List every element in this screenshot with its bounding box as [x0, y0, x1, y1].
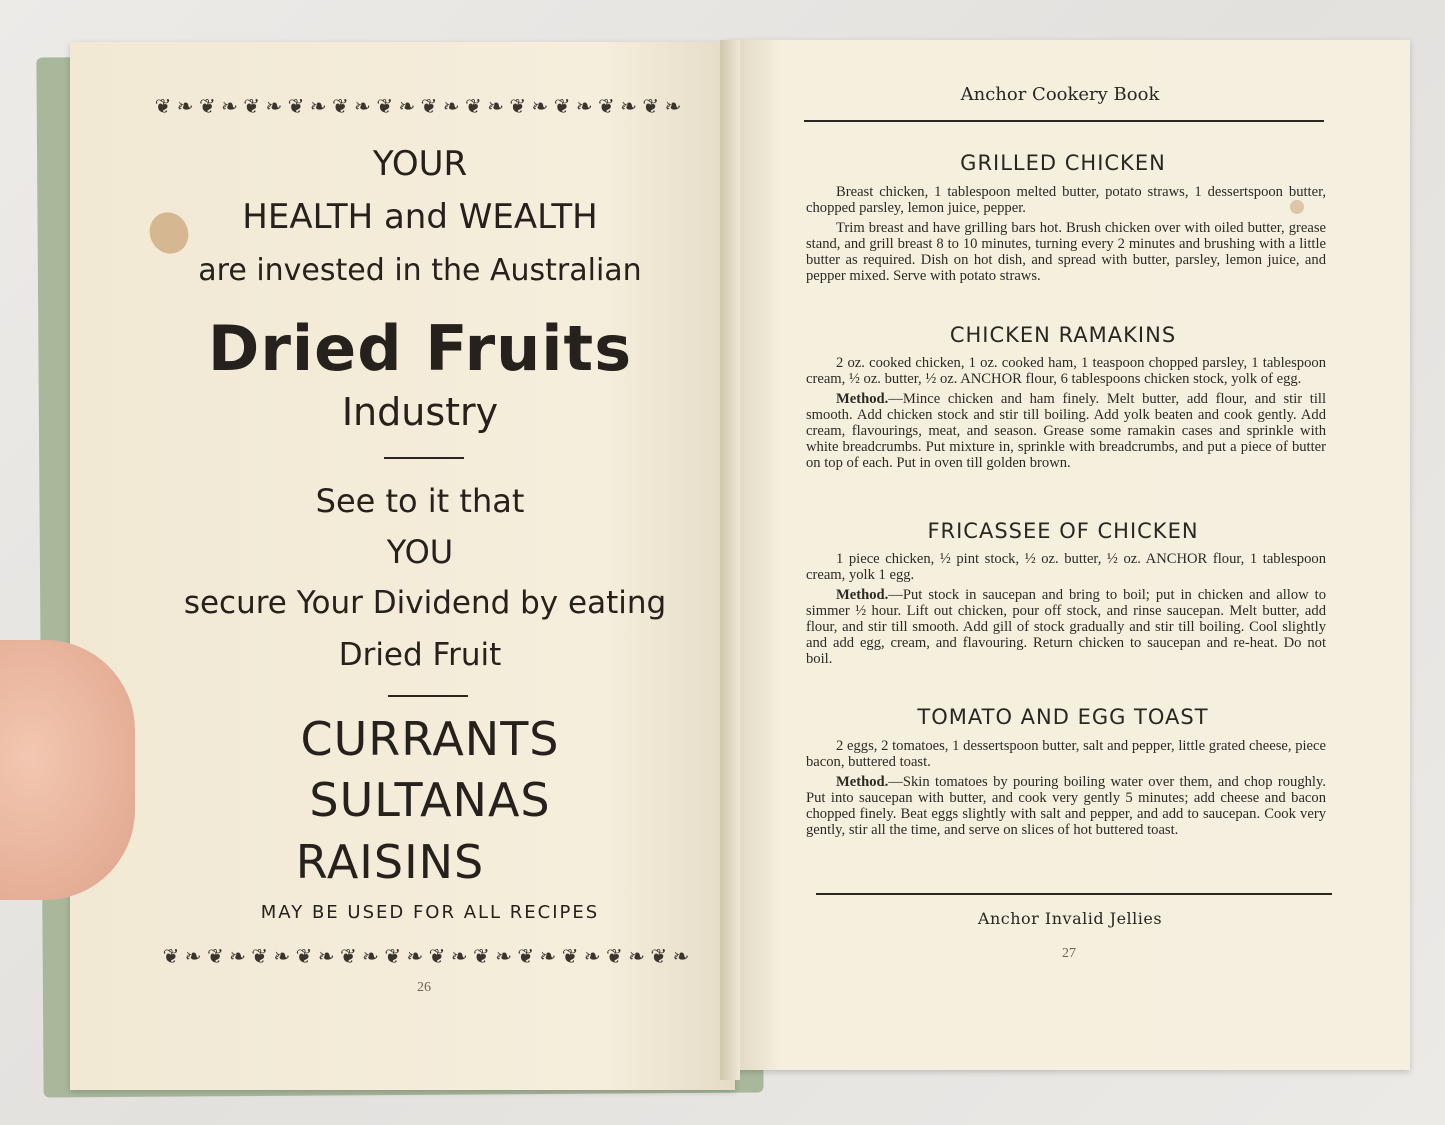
book-gutter	[720, 40, 740, 1080]
left-page-number: 26	[417, 980, 431, 995]
method-label: Method.	[836, 391, 889, 407]
recipe-method	[806, 774, 1326, 838]
bottom-ornament-border: ❦ ❧ ❦ ❧ ❦ ❧ ❦ ❧ ❦ ❧ ❦ ❧ ❦ ❧ ❦ ❧ ❦ ❧ ❦ ❧ ❦ ❧ ❦ ❧	[162, 946, 690, 966]
method-label: Method.	[836, 774, 889, 790]
fruit-sultanas: SULTANAS	[309, 773, 551, 827]
header-rule	[804, 120, 1324, 122]
left-footer-text: MAY BE USED FOR ALL RECIPES	[260, 902, 600, 923]
method-text: —Skin tomatoes by pouring boiling water over them, and chop roughly. Put into saucepan with butter, and cook very gently 5 minutes; add cheese and bacon chopped finely. Beat eggs slightly with salt and pepper, and add to saucepan. Cook very gently, stir all the time, and serve on slices of hot buttered toast.	[806, 774, 1326, 838]
running-footer: Anchor Invalid Jellies	[977, 909, 1163, 928]
line-dried-fruit: Dried Fruit	[338, 637, 502, 673]
headline-health-wealth: HEALTH and WEALTH	[242, 197, 598, 237]
recipe-method	[806, 391, 1326, 471]
recipe-ingredients: 2 eggs, 2 tomatoes, 1 dessertspoon butter, salt and pepper, little grated cheese, piece bacon, buttered toast.	[806, 738, 1326, 770]
method-label: Method.	[836, 587, 889, 603]
line-see-to-it: See to it that	[315, 482, 525, 520]
fruit-currants: CURRANTS	[300, 712, 560, 766]
recipe-method	[806, 587, 1326, 667]
recipe-body	[806, 355, 1326, 475]
recipe-title: TOMATO AND EGG TOAST	[917, 705, 1209, 729]
headline-your: YOUR	[372, 144, 468, 184]
hand-holding-book	[0, 640, 135, 900]
fruit-raisins: RAISINS	[295, 835, 485, 889]
recipe-body	[806, 738, 1326, 842]
line-you: YOU	[386, 533, 454, 571]
recipe-body	[806, 551, 1326, 671]
recipe-title: CHICKEN RAMAKINS	[949, 323, 1177, 347]
top-ornament-border: ❦ ❧ ❦ ❧ ❦ ❧ ❦ ❧ ❦ ❧ ❦ ❧ ❦ ❧ ❦ ❧ ❦ ❧ ❦ ❧ ❦ ❧ ❦ ❧	[154, 96, 682, 116]
headline-invested: are invested in the Australian	[198, 253, 642, 288]
method-text: Trim breast and have grilling bars hot. Brush chicken over with oiled butter, grease stand, and grill breast 8 to 10 minutes, turning every 2 minutes and brushing with a little butter as required. Dish on hot dish, and spread with butter, parsley, lemon juice, and pepper mixed. Serve with potato straws.	[806, 220, 1326, 284]
right-page-number: 27	[1062, 946, 1076, 961]
left-divider-1	[384, 457, 464, 459]
footer-rule	[816, 893, 1332, 895]
headline-dried-fruits: Dried Fruits	[207, 312, 633, 385]
recipe-ingredients: Breast chicken, 1 tablespoon melted butter, potato straws, 1 dessertspoon butter, chopped parsley, lemon juice, pepper.	[806, 184, 1326, 216]
recipe-method	[806, 220, 1326, 284]
method-text: —Put stock in saucepan and bring to boil; put in chicken and allow to simmer ½ hour. Lift out chicken, pour off stock, and rinse saucepan. Melt butter, add flour, and stir till smooth. Add gill of stock gradually and stir till boiling. Cool slightly and add egg, cream, and flavouring. Return chicken to saucepan and re-heat. Do not boil.	[806, 587, 1326, 667]
recipe-ingredients: 2 oz. cooked chicken, 1 oz. cooked ham, 1 teaspoon chopped parsley, 1 tablespoon cream, ½ oz. butter, ½ oz. ANCHOR flour, 6 tablespoons chicken stock, yolk of egg.	[806, 355, 1326, 387]
headline-industry: Industry	[341, 390, 499, 434]
recipe-ingredients: 1 piece chicken, ½ pint stock, ½ oz. butter, ½ oz. ANCHOR flour, 1 tablespoon cream, yolk 1 egg.	[806, 551, 1326, 583]
recipe-body	[806, 184, 1326, 288]
method-text: —Mince chicken and ham finely. Melt butter, add flour, and stir till smooth. Add chicken stock and stir till boiling. Add yolk beaten and cook gently. Add cream, flavourings, meat, and season. Grease some ramakin cases and sprinkle with white breadcrumbs. Put mixture in, sprinkle with breadcrumbs, and put a piece of butter on top of each. Put in oven till golden brown.	[806, 391, 1326, 471]
left-divider-2	[388, 695, 468, 697]
recipe-title: GRILLED CHICKEN	[960, 151, 1166, 175]
recipe-title: FRICASSEE OF CHICKEN	[927, 519, 1199, 543]
running-header: Anchor Cookery Book	[960, 84, 1160, 105]
line-secure-dividend: secure Your Dividend by eating	[183, 585, 667, 621]
